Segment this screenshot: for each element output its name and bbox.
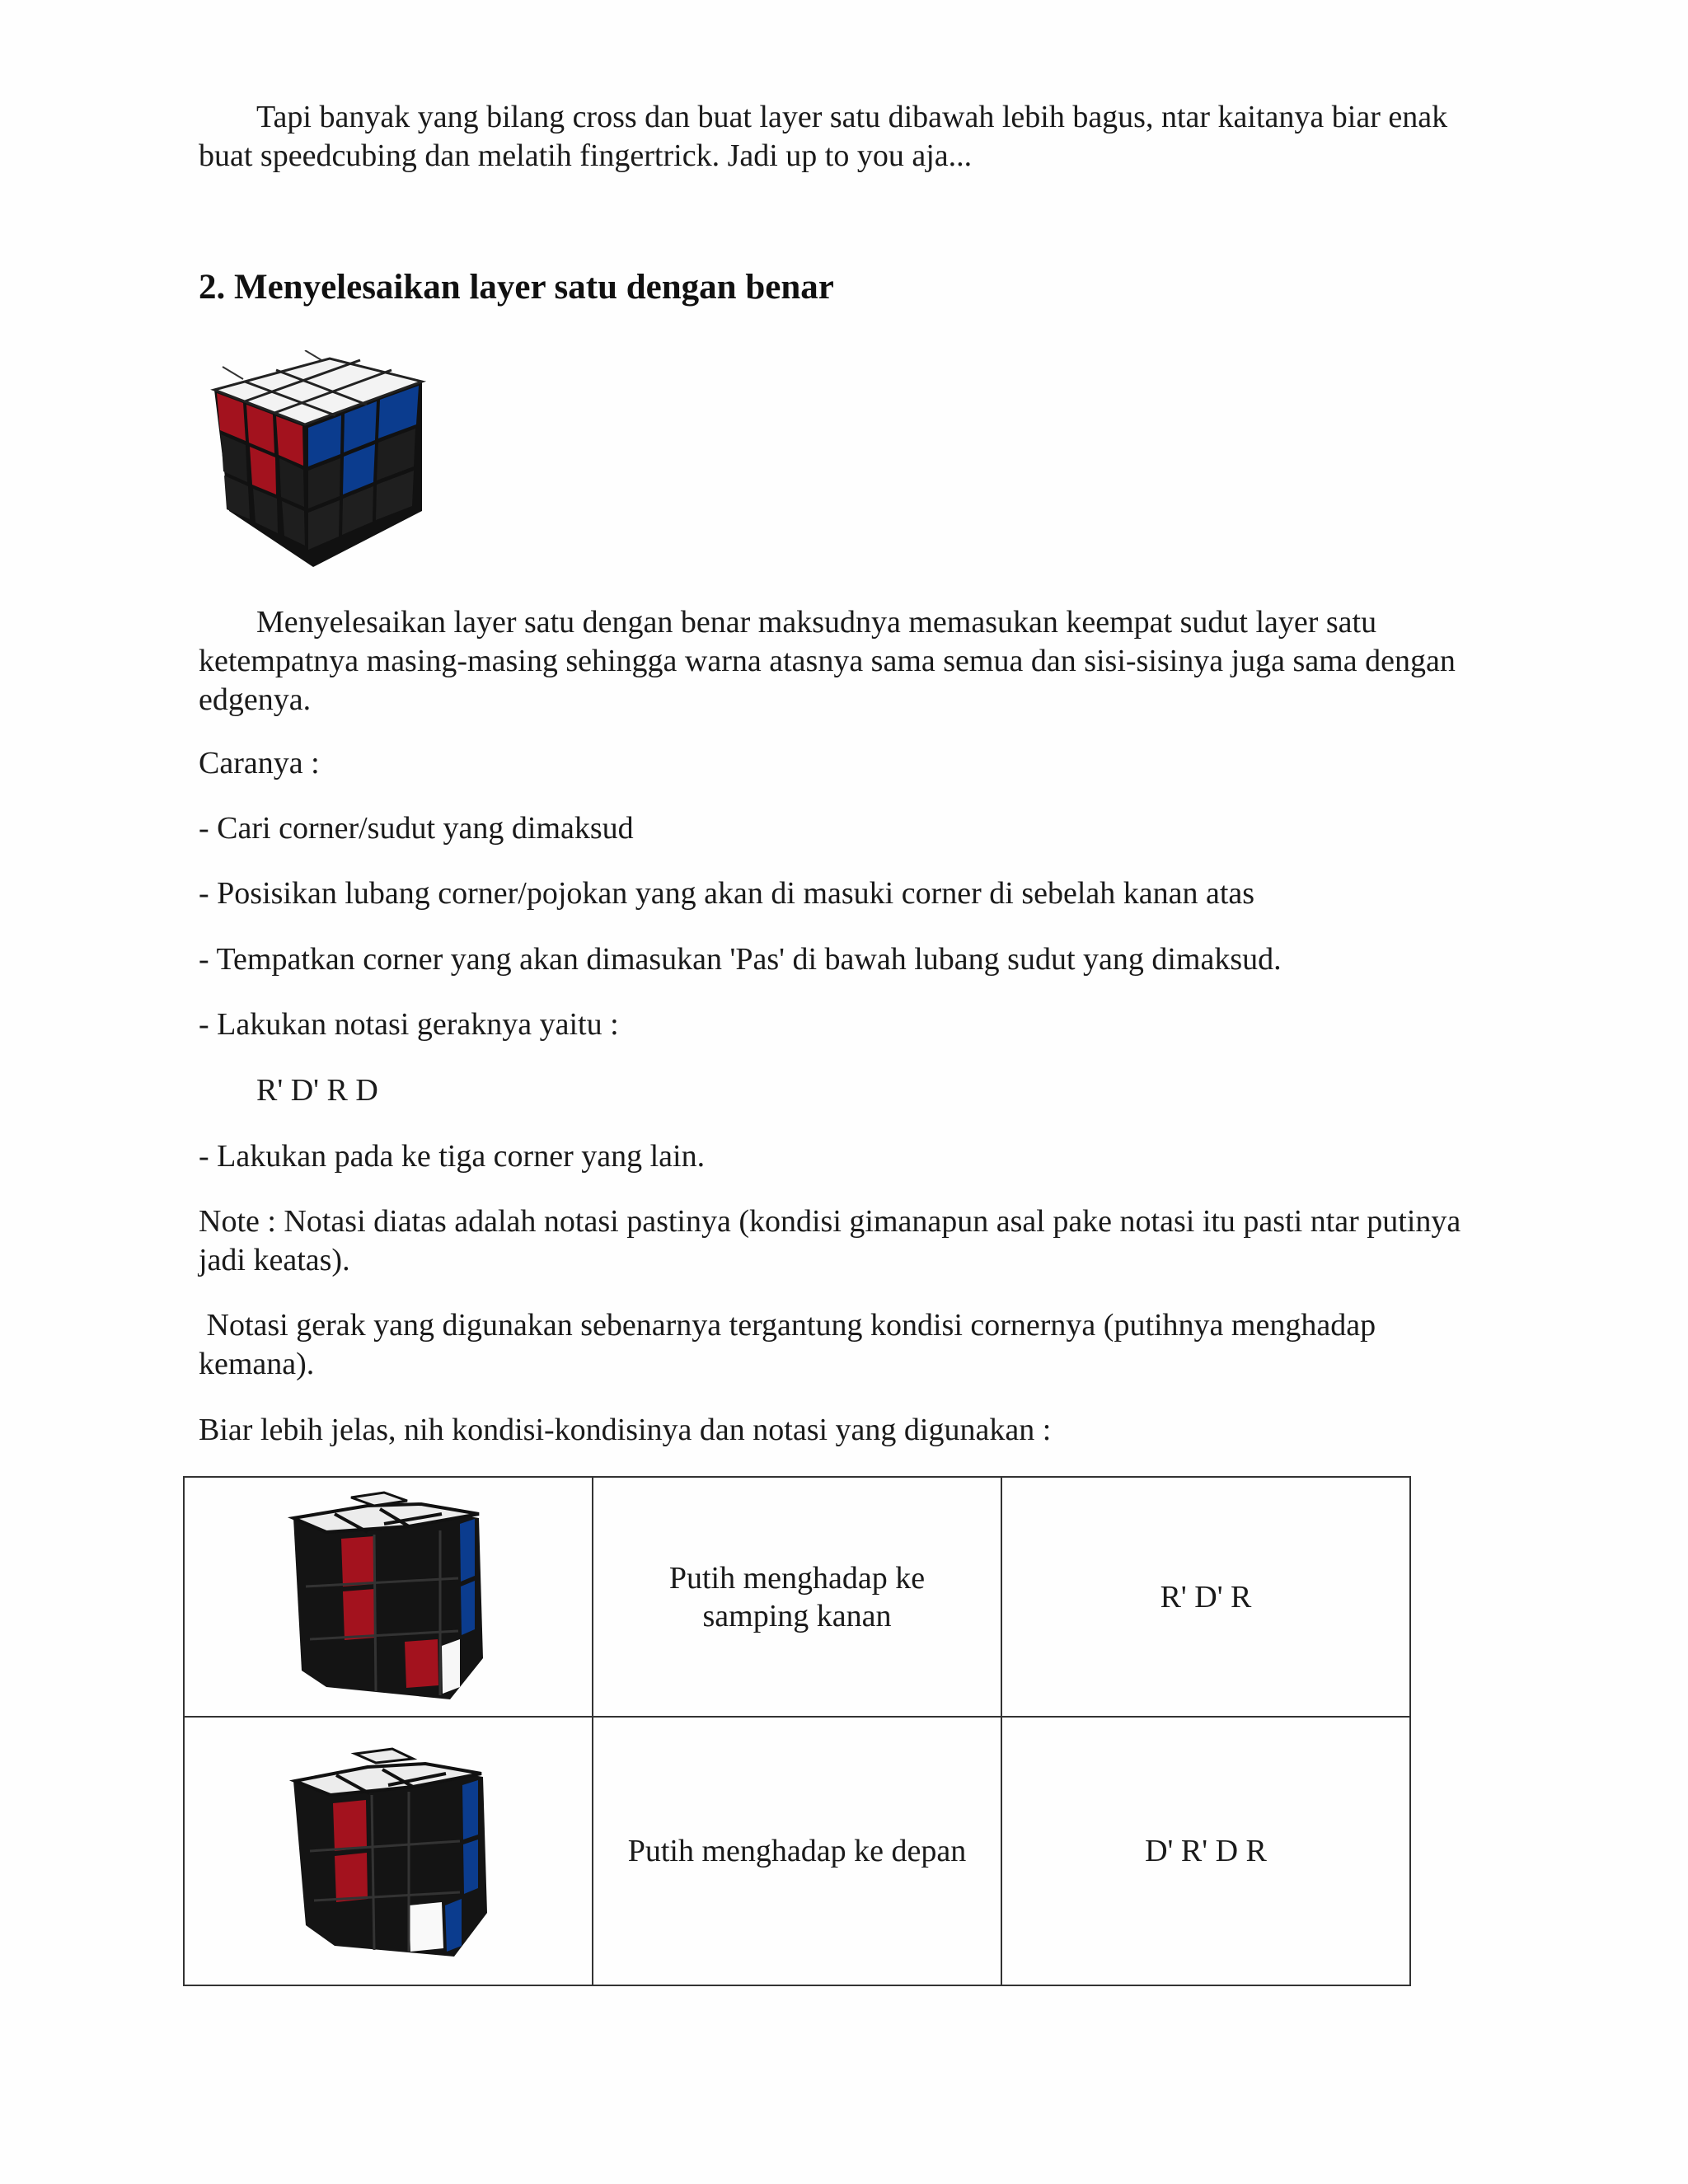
step-1: - Cari corner/sudut yang dimaksud <box>199 811 634 846</box>
case-condition-text: Putih menghadap ke samping kanan <box>668 1560 926 1633</box>
intro-paragraph: Tapi banyak yang bilang cross dan buat layer satu dibawah lebih bagus, ntar kaitanya biar enak buat speedcubing dan melatih fingertrick. Jadi up to you aja... <box>199 100 1448 173</box>
section-heading: 2. Menyelesaikan layer satu dengan benar <box>199 268 834 307</box>
notation-formula: R' D' R D <box>256 1073 378 1108</box>
case-notation-text: R' D' R <box>1160 1579 1252 1615</box>
case-condition-cell <box>593 1717 1001 1985</box>
step-3: - Tempatkan corner yang akan dimasukan 'Pas' di bawah lubang sudut yang dimaksud. <box>199 942 1282 977</box>
note-paragraph: Note : Notasi diatas adalah notasi pastinya (kondisi gimanapun asal pake notasi itu pasti ntar putinya jadi keatas). <box>199 1204 1461 1277</box>
step-2: - Posisikan lubang corner/pojokan yang akan di masuki corner di sebelah kanan atas <box>199 876 1255 911</box>
case-notation-cell <box>1001 1717 1410 1985</box>
case-condition-cell <box>593 1477 1001 1717</box>
case-condition-text: Putih menghadap ke depan <box>627 1834 967 1868</box>
step-5: - Lakukan pada ke tiga corner yang lain. <box>199 1139 706 1174</box>
note2-paragraph: Notasi gerak yang digunakan sebenarnya tergantung kondisi cornernya (putihnya menghadap kemana). <box>199 1308 1384 1381</box>
section-description: Menyelesaikan layer satu dengan benar maksudnya memasukan keempat sudut layer satu ketempatnya masing-masing sehingga warna atasnya sama semua dan sisi-sisinya juga sama dengan edgenya. <box>199 605 1456 717</box>
case-notation-text: D' R' D R <box>1145 1834 1267 1868</box>
table-row <box>184 1477 1410 1717</box>
cube-top-layer-image <box>206 350 429 573</box>
case-notation-cell <box>1001 1477 1410 1717</box>
cube-white-right-image <box>277 1481 499 1704</box>
cube-white-front-image <box>277 1736 499 1958</box>
step-4: - Lakukan notasi geraknya yaitu : <box>199 1007 619 1042</box>
table-intro: Biar lebih jelas, nih kondisi-kondisinya dan notasi yang digunakan : <box>199 1413 1052 1447</box>
steps-intro: Caranya : <box>199 746 320 780</box>
table-row <box>184 1717 1410 1985</box>
case-image-cell <box>184 1717 593 1985</box>
cases-table <box>183 1476 1411 1986</box>
case-image-cell <box>184 1477 593 1717</box>
